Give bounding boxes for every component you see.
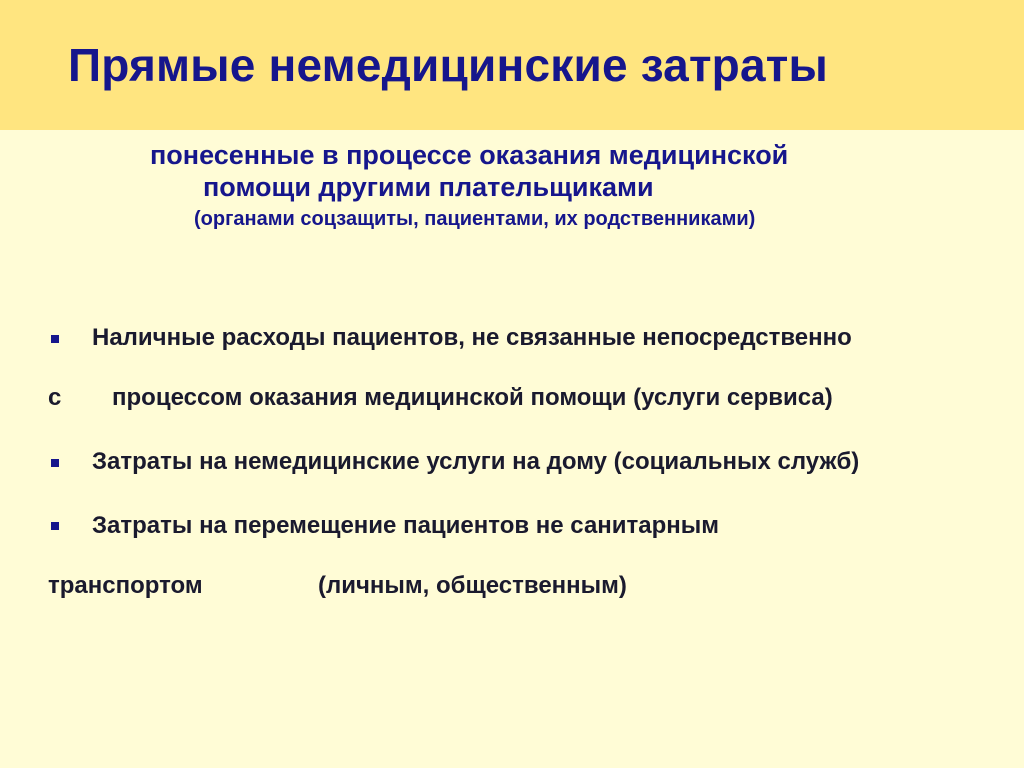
subtitle-line-2: помощи другими плательщиками: [203, 172, 654, 202]
subtitle-note: (органами соцзащиты, пациентами, их родственниками): [194, 208, 756, 230]
bullet-3-text: Затраты на перемещение пациентов не санитарным: [92, 512, 720, 539]
bullet-square-icon: [51, 335, 59, 343]
slide-title: Прямые немедицинские затраты: [68, 39, 828, 91]
bullet-3-continuation: (личным, общественным): [318, 572, 627, 599]
bullet-1-continuation-prefix: с: [48, 384, 62, 411]
bullet-1-continuation: процессом оказания медицинской помощи (услуги сервиса): [112, 384, 833, 411]
bullet-square-icon: [51, 459, 59, 467]
bullet-2-text: Затраты на немедицинские услуги на дому (социальных служб): [92, 448, 860, 475]
bullet-1-text: Наличные расходы пациентов, не связанные непосредственно: [92, 324, 852, 351]
bullet-3-continuation-prefix: транспортом: [48, 572, 203, 599]
bullet-square-icon: [51, 522, 59, 530]
subtitle-line-1: понесенные в процессе оказания медицинской: [150, 140, 789, 170]
